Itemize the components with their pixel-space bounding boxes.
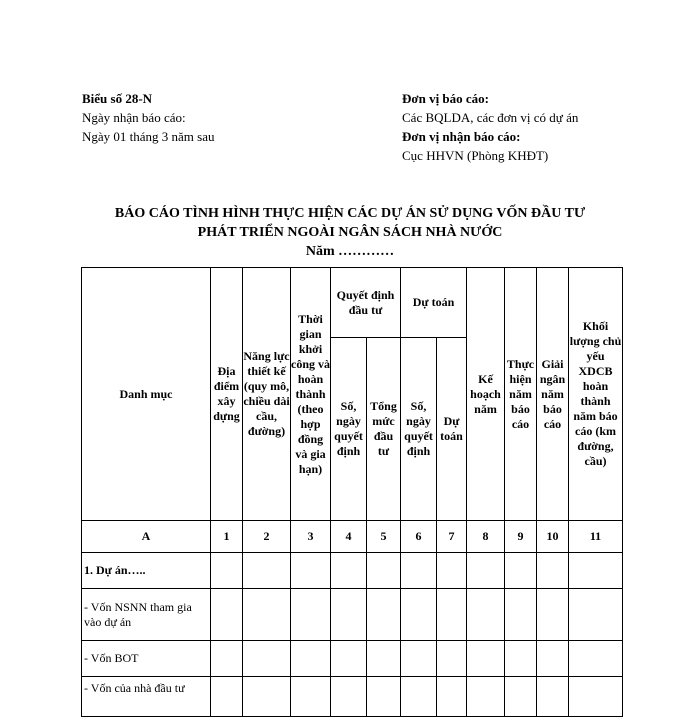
header-giai-ngan: Giải ngân năm báo cáo xyxy=(537,268,569,521)
table-row xyxy=(82,553,623,589)
col-num: 4 xyxy=(331,521,367,553)
header-du-toan-sub: Dự toán xyxy=(437,338,467,521)
receiving-unit-label: Đơn vị nhận báo cáo: xyxy=(402,129,521,144)
col-num: 8 xyxy=(467,521,505,553)
col-num: 7 xyxy=(437,521,467,553)
header-thoi-gian: Thời gian khởi công và hoàn thành (theo hợp đồng và gia hạn) xyxy=(291,268,331,521)
header-thuc-hien: Thực hiện năm báo cáo xyxy=(505,268,537,521)
header-quyet-dinh: Quyết định đầu tư xyxy=(331,268,401,338)
reporting-unit-label: Đơn vị báo cáo: xyxy=(402,91,490,106)
row-label: - Vốn của nhà đầu tư xyxy=(82,677,211,717)
receive-date-label: Ngày nhận báo cáo: xyxy=(82,110,186,125)
col-num: A xyxy=(82,521,211,553)
row-label: - Vốn BOT xyxy=(82,641,211,677)
receive-date-value: Ngày 01 tháng 3 năm sau xyxy=(82,129,215,144)
header-so-ngay-dt: Số, ngày quyết định xyxy=(401,338,437,521)
reporting-unit-value: Các BQLDA, các đơn vị có dự án xyxy=(402,110,579,125)
header-dia-diem: Địa điểm xây dựng xyxy=(211,268,243,521)
report-title-line1: BÁO CÁO TÌNH HÌNH THỰC HIỆN CÁC DỰ ÁN SỬ DỤNG VỐN ĐẦU TƯ xyxy=(114,206,586,221)
row-label: - Vốn NSNN tham gia vào dự án xyxy=(82,589,211,641)
header-nang-luc: Năng lực thiết kế (quy mô, chiều dài cầu, đường) xyxy=(243,268,291,521)
header-so-ngay-qd: Số, ngày quyết định xyxy=(331,338,367,521)
header-left xyxy=(82,89,215,146)
col-num: 9 xyxy=(505,521,537,553)
header-tong-muc: Tổng mức đầu tư xyxy=(367,338,401,521)
col-num: 10 xyxy=(537,521,569,553)
form-number: Biểu số 28-N xyxy=(82,91,153,106)
column-number-row xyxy=(82,521,623,553)
report-table xyxy=(81,267,623,717)
col-num: 6 xyxy=(401,521,437,553)
receiving-unit-value: Cục HHVN (Phòng KHĐT) xyxy=(402,148,549,163)
col-num: 3 xyxy=(291,521,331,553)
table-row xyxy=(82,641,623,677)
col-num: 1 xyxy=(211,521,243,553)
header-right xyxy=(402,89,578,165)
header-khoi-luong: Khối lượng chủ yếu XDCB hoàn thành năm báo cáo (km đường, cầu) xyxy=(569,268,623,521)
header-du-toan: Dự toán xyxy=(401,268,467,338)
table-row xyxy=(82,677,623,717)
header-ke-hoach: Kế hoạch năm xyxy=(467,268,505,521)
row-label: 1. Dự án….. xyxy=(82,553,211,589)
report-year: Năm ………… xyxy=(305,244,395,259)
report-title-line2: PHÁT TRIỂN NGOÀI NGÂN SÁCH NHÀ NƯỚC xyxy=(197,225,503,240)
col-num: 11 xyxy=(569,521,623,553)
table-row xyxy=(82,589,623,641)
col-num: 2 xyxy=(243,521,291,553)
header-danh-muc: Danh mục xyxy=(82,268,211,521)
col-num: 5 xyxy=(367,521,401,553)
